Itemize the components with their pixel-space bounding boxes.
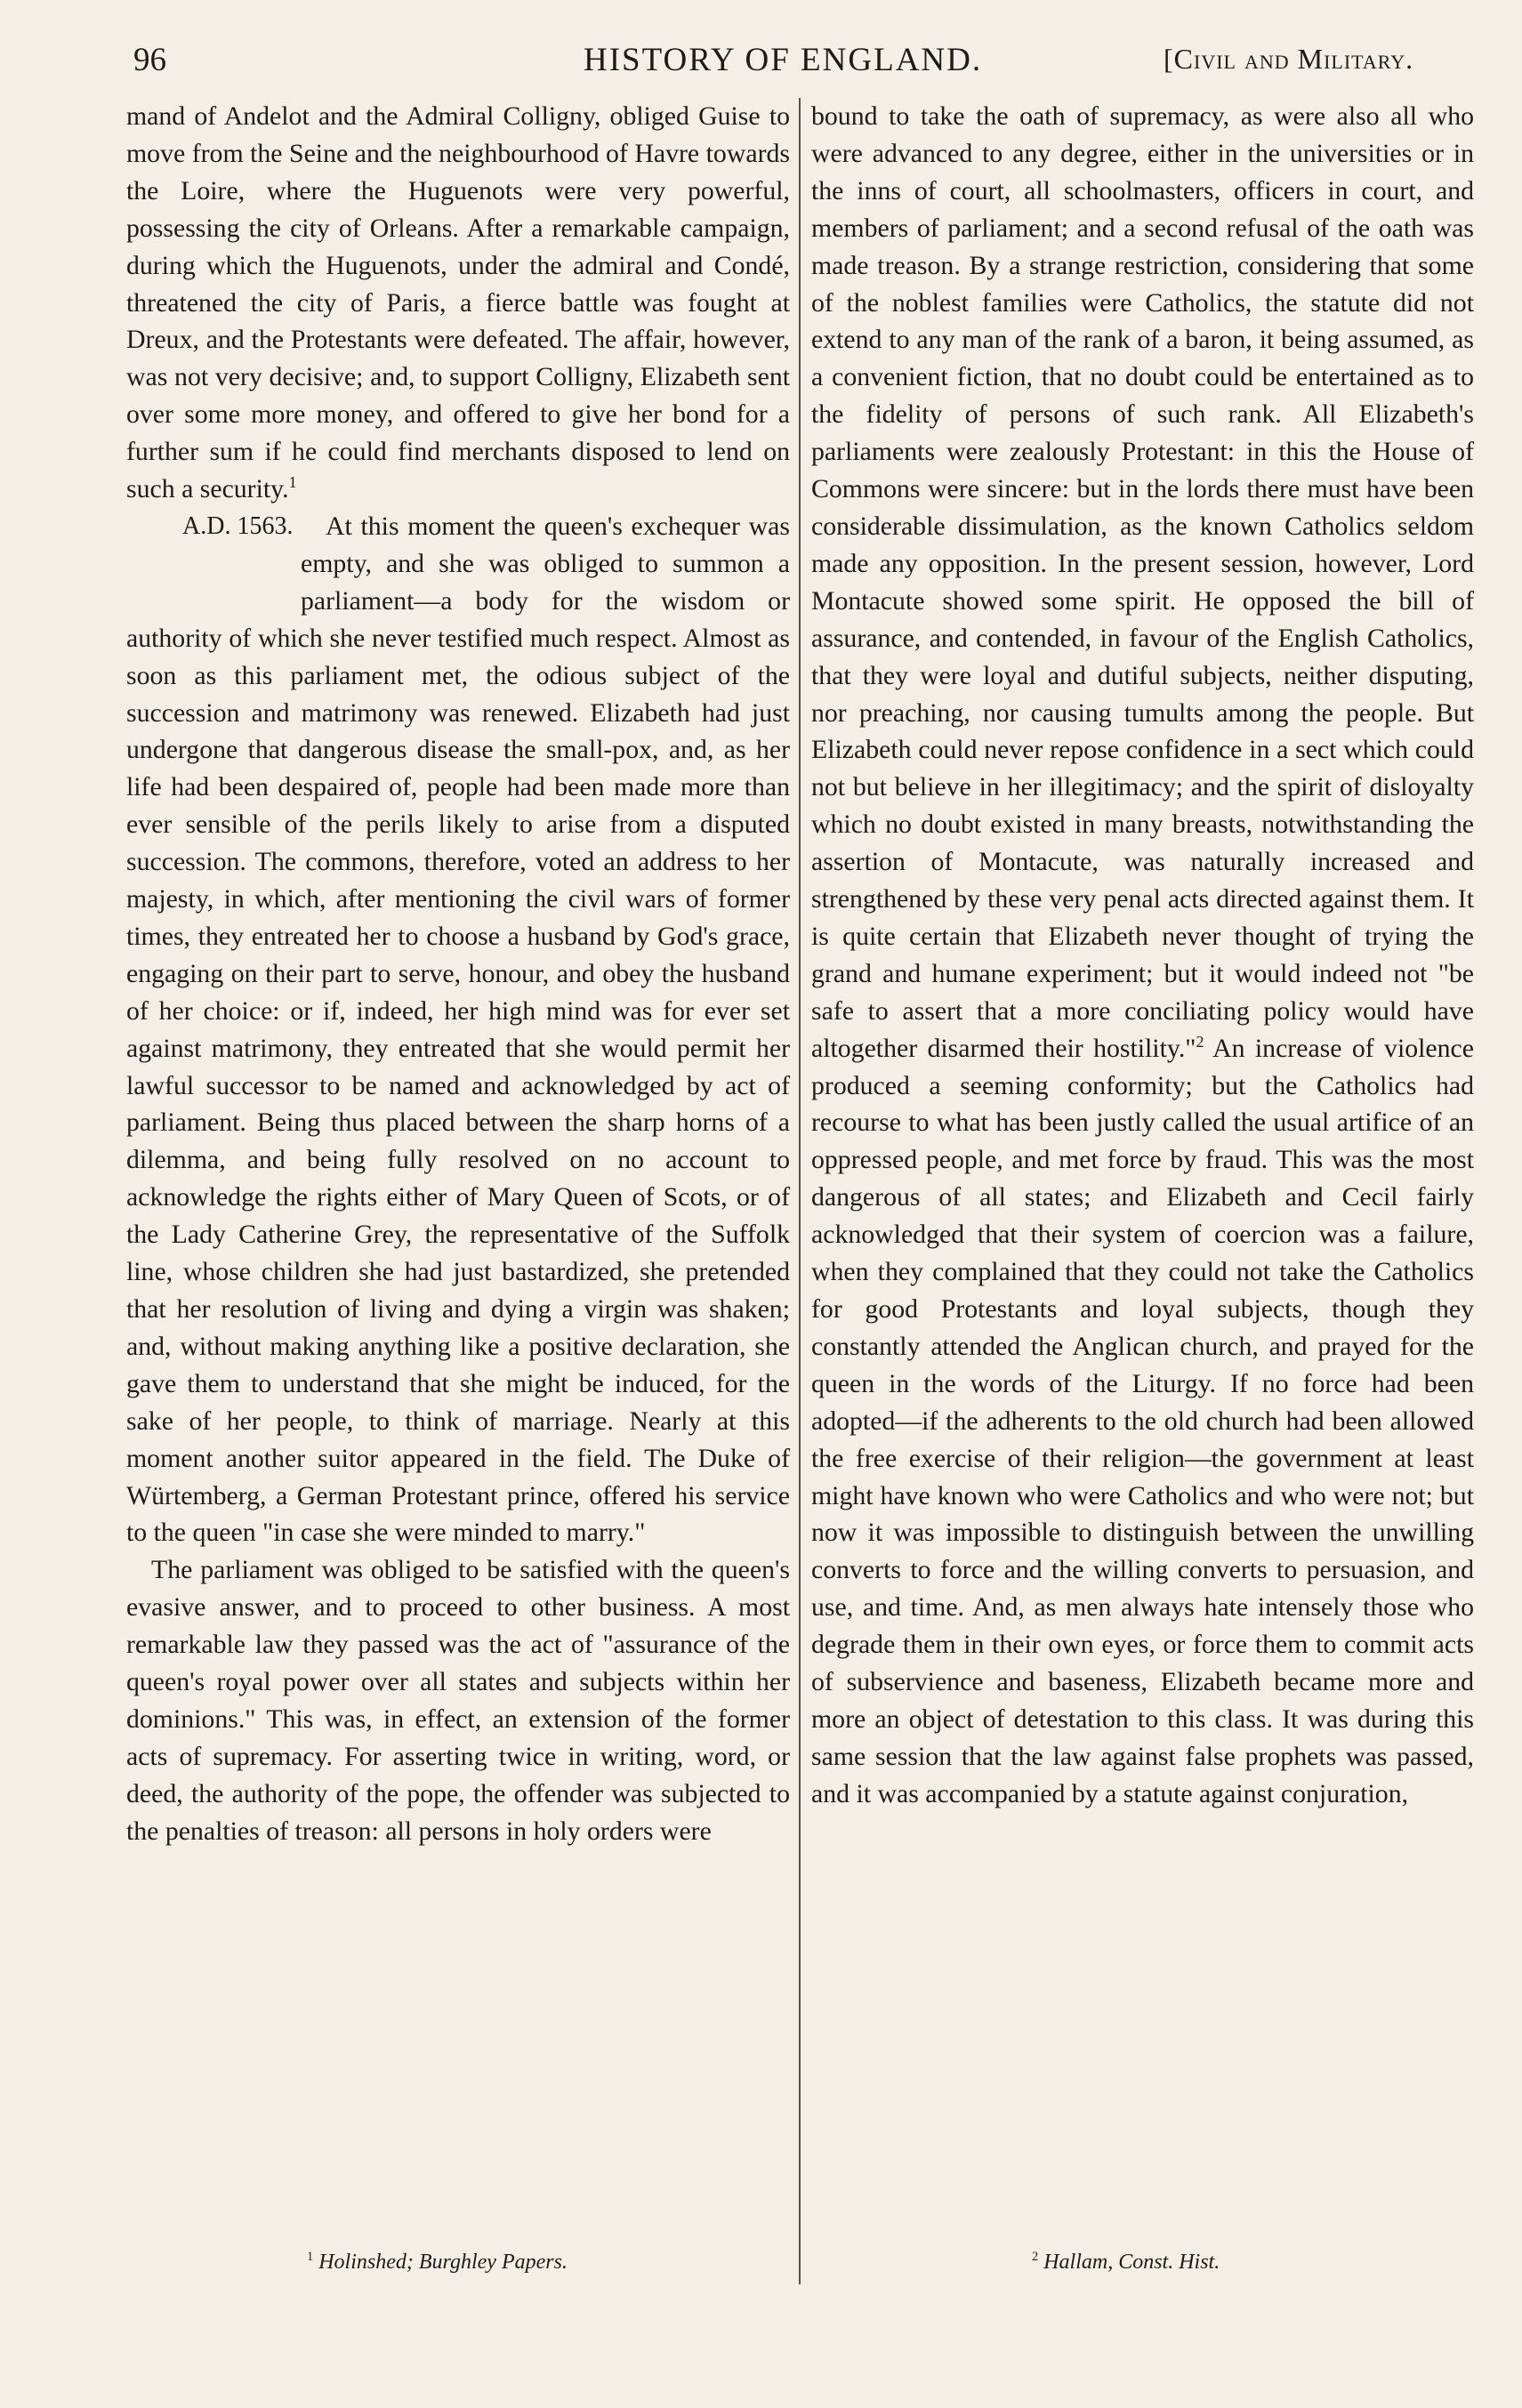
margin-date-text: A.D. 1563.	[182, 511, 294, 540]
footnote-right	[1032, 2251, 1220, 2275]
footnote-left	[307, 2251, 568, 2275]
page-number: 96	[133, 42, 166, 78]
footnote-text: Holinshed; Burghley Papers.	[318, 2251, 568, 2274]
section-head-text: [Civil and Military.	[1164, 43, 1414, 75]
paragraph-text: bound to take the oath of supremacy, as were also all who were advanced to any degree, either in the universities or in the inns of court, all schoolmasters, officers in court, and members of parliament; and a second refusal of the oath was made treason. By a strange restriction, considering that some of the noblest families were Catholics, the statute did not extend to any man of the rank of a baron, it being assumed, as a convenient fiction, that no doubt could be entertained as to the fidelity of persons of such rank. All Elizabeth's parliaments were zealously Protestant: in this the House of Commons were sincere: but in the lords there must have been considerable dissimulation, as the known Catholics seldom made any opposition. In the present session, however, Lord Montacute showed some spirit. He opposed the bill of assurance, and contended, in favour of the English Catholics, that they were loyal and dutiful subjects, neither disputing, nor preaching, nor causing tumults among the people. But Elizabeth could never repose confidence in a sect which could not but believe in her illegitimacy; and the spirit of disloyalty which no doubt existed in many breasts, notwithstanding the assertion of Montacute, was naturally increased and strengthened by these very penal acts directed against them. It is quite certain that Elizabeth never thought of trying the grand and humane experiment; but it would indeed not "be safe to assert that a more conciliating policy would have altogether disarmed their hostility."	[811, 101, 1474, 1063]
footnote-ref: 2	[1196, 1032, 1204, 1051]
paragraph: The parliament was obliged to be satisfied with the queen's evasive answer, and to proceed to other business. A most remarkable law they passed was the act of "assurance of the queen's royal power over all states and subjects within her dominions." This was, in effect, an extension of the former acts of supremacy. For asserting twice in writing, word, or deed, the authority of the pope, the offender was subjected to the penalties of treason: all persons in holy orders were	[126, 1555, 790, 1846]
footnote-mark: 2	[1032, 2250, 1039, 2264]
paragraph	[811, 98, 1474, 1813]
footnote-ref: 1	[288, 473, 297, 492]
footnote-mark: 1	[307, 2250, 314, 2264]
right-column	[811, 98, 1474, 1813]
paragraph	[126, 98, 790, 508]
paragraph-text: mand of Andelot and the Admiral Colligny, obliged Guise to move from the Seine and the neighbourhood of Havre towards the Loire, where the Huguenots were very powerful, possessing the city of Orleans. After a remarkable campaign, during which the Huguenots, under the admiral and Condé, threatened the city of Paris, a fierce battle was fought at Dreux, and the Protestants were defeated. The affair, however, was not very decisive; and, to support Colligny, Elizabeth sent over some more money, and offered to give her bond for a further sum if he could find merchants disposed to lend on such a security.	[126, 101, 790, 504]
paragraph-text: An increase of violence produced a seeming conformity; but the Catholics had recourse to what has been justly called the usual artifice of an oppressed people, and met force by fraud. This was the most dangerous of all states; and Elizabeth and Cecil fairly acknowledged that their system of coercion was a failure, when they complained that they could not take the Catholics for good Protestants and loyal subjects, though they constantly attended the Anglican church, and prayed for the queen in the words of the Liturgy. If no force had been adopted—if the adherents to the old church had been allowed the free exercise of their religion—the government at least might have known who were Catholics and who were not; but now it was impossible to distinguish between the unwilling converts to force and the willing converts to persuasion, and use, and time. And, as men always hate intensely those who degrade them in their own eyes, or force them to commit acts of subservience and baseness, Elizabeth became more and more an object of detestation to this class. It was during this same session that the law against false prophets was passed, and it was accompanied by a statute against conjuration,	[811, 1033, 1474, 1808]
section-head	[1164, 43, 1413, 76]
paragraph-text: At this moment the queen's exchequer was empty, and she was obliged to summon a parliament—a body for the wisdom or authority of which she never testified much respect. Almost as soon as this parliament met, the odious subject of the succession and matrimony was renewed. Elizabeth had just undergone that dangerous disease the small-pox, and, as her life had been despaired of, people had been made more than ever sensible of the perils likely to arise from a disputed succession. The commons, therefore, voted an address to her majesty, in which, after mentioning the civil wars of former times, they entreated her to choose a husband by God's grace, engaging on their part to serve, honour, and obey the husband of her choice: or if, indeed, her high mind was for ever set against matrimony, they entreated that she would permit her lawful successor to be named and acknowledged by act of parliament. Being thus placed between the sharp horns of a dilemma, and being fully resolved on no account to acknowledge the rights either of Mary Queen of Scots, or of the Lady Catherine Grey, the representative of the Suffolk line, whose children she had just bastardized, she pretended that her resolution of living and dying a virgin was shaken; and, without making anything like a positive declaration, she gave them to understand that she might be induced, for the sake of her people, to think of marriage. Nearly at this moment another suitor appeared in the field. The Duke of Würtemberg, a German Protestant prince, offered his service to the queen "in case she were minded to marry."	[126, 511, 790, 1548]
column-divider	[799, 98, 801, 2242]
running-head: HISTORY OF ENGLAND.	[584, 42, 983, 78]
paragraph	[126, 508, 790, 1551]
footnote-divider	[799, 2242, 801, 2284]
page-header	[0, 36, 1522, 89]
left-column	[126, 98, 790, 1850]
footnote-text: Hallam, Const. Hist.	[1043, 2251, 1220, 2274]
